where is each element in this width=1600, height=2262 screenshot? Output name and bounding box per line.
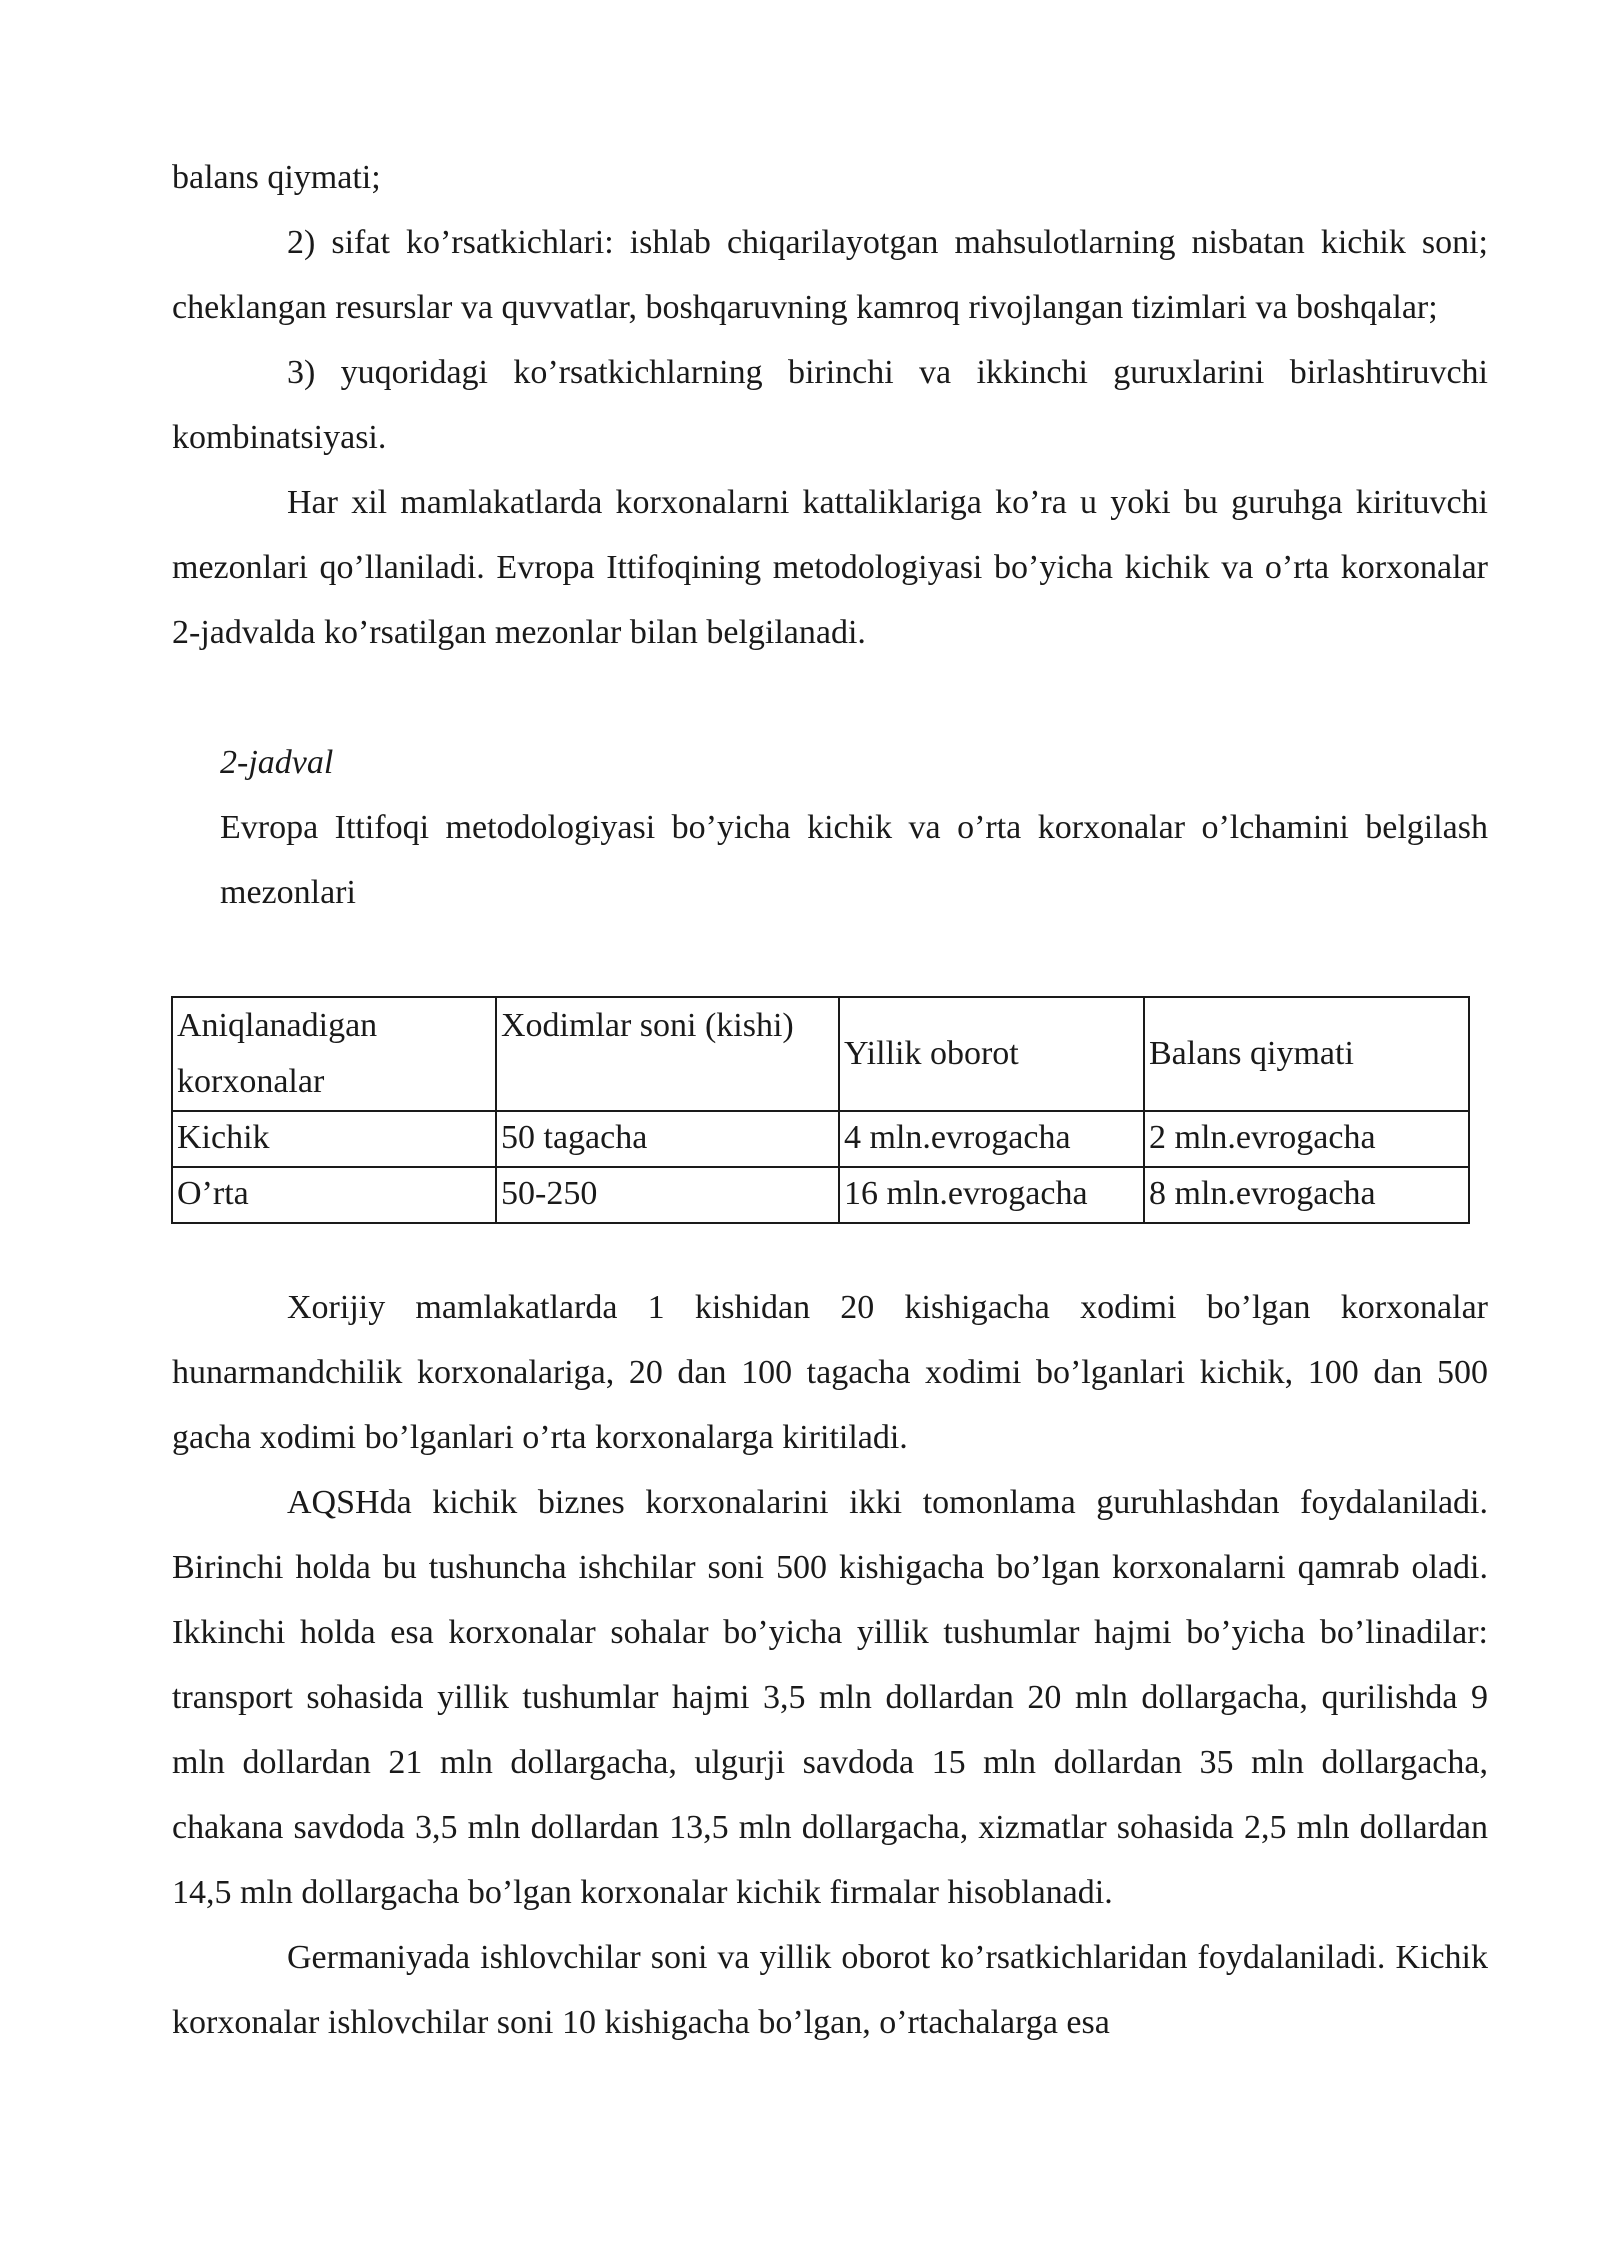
table-number: 2-jadval	[220, 744, 334, 781]
table-title: Evropa Ittifoqi metodologiyasi bo’yicha kichik va o’rta korxonalar o’lchamini belgilash mezonlari	[220, 809, 1488, 911]
table-cell: Kichik	[172, 1111, 496, 1167]
table-header-row	[172, 997, 1469, 1111]
top-text-section	[172, 145, 1488, 665]
table-cell: 50-250	[496, 1167, 839, 1223]
header-cell: Xodimlar soni (kishi)	[496, 997, 839, 1111]
header-cell: Aniqlanadigan korxonalar	[172, 997, 496, 1111]
header-cell: Yillik oborot	[839, 997, 1144, 1111]
table-caption	[220, 730, 1488, 925]
paragraph-country-criteria: Har xil mamlakatlarda korxonalarni kattaliklariga ko’ra u yoki bu guruhga kirituvchi mezonlari qo’llaniladi. Evropa Ittifoqining metodologiyasi bo’yicha kichik va o’rta korxonalar 2-jadvalda ko’rsatilgan mezonlar bilan belgilanadi.	[172, 484, 1488, 651]
paragraph-balans-fragment: balans qiymati;	[172, 159, 381, 196]
header-cell: Balans qiymati	[1144, 997, 1469, 1111]
criteria-table	[171, 996, 1470, 1224]
table-cell: O’rta	[172, 1167, 496, 1223]
bottom-text-section	[172, 1275, 1488, 2055]
paragraph-germany: Germaniyada ishlovchilar soni va yillik oborot ko’rsatkichlaridan foydalaniladi. Kichik korxonalar ishlovchilar soni 10 kishigacha bo’lgan, o’rtachalarga esa	[172, 1939, 1488, 2041]
paragraph-quality-indicators: 2) sifat ko’rsatkichlari: ishlab chiqarilayotgan mahsulotlarning nisbatan kichik soni; cheklangan resurslar va quvvatlar, boshqaruvning kamroq rivojlangan tizimlari va boshqalar;	[172, 224, 1488, 326]
paragraph-foreign-countries: Xorijiy mamlakatlarda 1 kishidan 20 kishigacha xodimi bo’lgan korxonalar hunarmandchilik korxonalariga, 20 dan 100 tagacha xodimi bo’lganlari kichik, 100 dan 500 gacha xodimi bo’lganlari o’rta korxonalarga kiritiladi.	[172, 1289, 1488, 1456]
table-cell: 50 tagacha	[496, 1111, 839, 1167]
table-row	[172, 1167, 1469, 1223]
paragraph-usa: AQSHda kichik biznes korxonalarini ikki tomonlama guruhlashdan foydalaniladi. Birinchi holda bu tushuncha ishchilar soni 500 kishigacha bo’lgan korxonalarni qamrab oladi. Ikkinchi holda esa korxonalar sohalar bo’yicha yillik tushumlar hajmi bo’yicha bo’linadilar: transport sohasida yillik tushumlar hajmi 3,5 mln dollardan 20 mln dollargacha, qurilishda 9 mln dollardan 21 mln dollargacha, ulgurji savdoda 15 mln dollardan 35 mln dollargacha, chakana savdoda 3,5 mln dollardan 13,5 mln dollargacha, xizmatlar sohasida 2,5 mln dollardan 14,5 mln dollargacha bo’lgan korxonalar kichik firmalar hisoblanadi.	[172, 1484, 1488, 1911]
table-cell: 2 mln.evrogacha	[1144, 1111, 1469, 1167]
table-cell: 4 mln.evrogacha	[839, 1111, 1144, 1167]
paragraph-combination: 3) yuqoridagi ko’rsatkichlarning birinchi va ikkinchi guruxlarini birlashtiruvchi kombinatsiyasi.	[172, 354, 1488, 456]
table-cell: 8 mln.evrogacha	[1144, 1167, 1469, 1223]
table-cell: 16 mln.evrogacha	[839, 1167, 1144, 1223]
table-row	[172, 1111, 1469, 1167]
